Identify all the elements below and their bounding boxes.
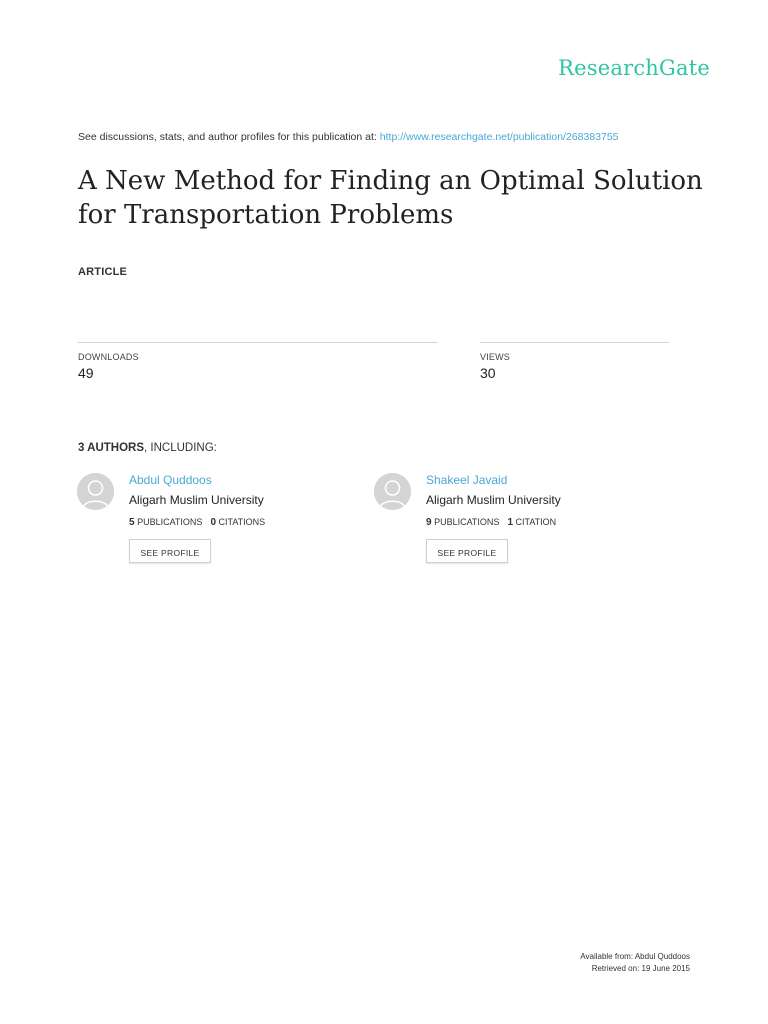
authors-heading <box>78 442 217 454</box>
citations-label: CITATION <box>515 517 557 527</box>
author-card <box>374 473 664 573</box>
see-profile-button[interactable]: SEE PROFILE <box>426 539 508 563</box>
retrieval-footer <box>580 951 690 975</box>
retrieved-on: Retrieved on: 19 June 2015 <box>591 964 690 973</box>
author-affiliation: Aligarh Muslim University <box>426 493 561 507</box>
author-name-link[interactable]: Shakeel Javaid <box>426 473 508 487</box>
downloads-stat <box>78 342 438 381</box>
publication-type: ARTICLE <box>78 266 128 278</box>
publications-label: PUBLICATIONS <box>137 517 203 527</box>
citations-count: 1 <box>507 517 513 528</box>
publications-count: 5 <box>129 517 135 528</box>
discussion-text: See discussions, stats, and author profiles for this publication at: <box>78 131 377 143</box>
views-value: 30 <box>480 365 496 381</box>
publications-label: PUBLICATIONS <box>434 517 500 527</box>
authors-count: 3 AUTHORS <box>78 442 145 454</box>
publications-count: 9 <box>426 517 432 528</box>
downloads-value: 49 <box>78 365 94 381</box>
citations-label: CITATIONS <box>218 517 266 527</box>
author-stats <box>129 517 265 528</box>
author-name-link[interactable]: Abdul Quddoos <box>129 473 212 487</box>
see-profile-button[interactable]: SEE PROFILE <box>129 539 211 563</box>
user-placeholder-icon[interactable] <box>374 473 411 510</box>
researchgate-logo[interactable]: ResearchGate <box>558 56 710 80</box>
publication-title: A New Method for Finding an Optimal Solution for Transportation Problems <box>78 166 703 230</box>
author-affiliation: Aligarh Muslim University <box>129 493 264 507</box>
available-from: Available from: Abdul Quddoos <box>580 952 690 961</box>
views-stat <box>480 342 669 381</box>
views-label: VIEWS <box>480 352 511 362</box>
publication-link[interactable]: http://www.researchgate.net/publication/268383755 <box>379 131 619 143</box>
downloads-label: DOWNLOADS <box>78 352 139 362</box>
user-placeholder-icon[interactable] <box>77 473 114 510</box>
discussion-line <box>78 131 619 143</box>
citations-count: 0 <box>210 517 216 528</box>
author-stats <box>426 517 556 528</box>
author-card <box>77 473 367 573</box>
authors-suffix: , INCLUDING: <box>144 442 217 454</box>
